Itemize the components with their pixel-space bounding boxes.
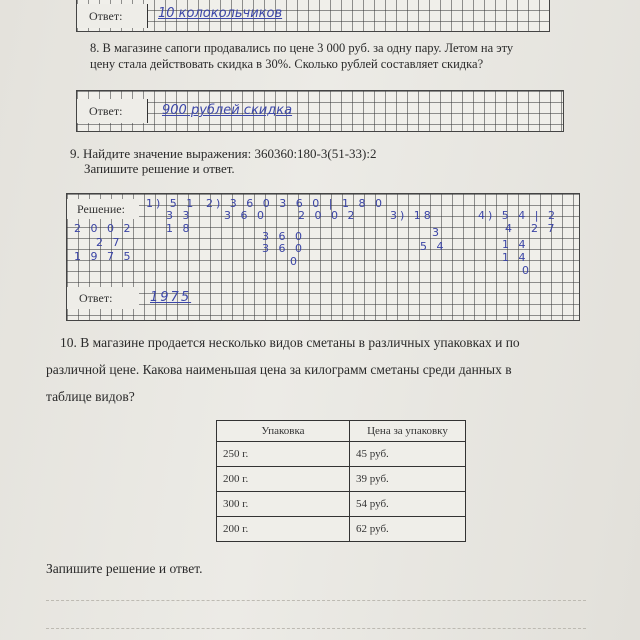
work-step1-sub: 3 3: [166, 209, 193, 222]
top-answer-label-box: [77, 4, 147, 28]
task10-text-line3: таблице видов?: [46, 389, 135, 404]
task8-answer-grid: [76, 90, 564, 132]
table-row: [217, 467, 466, 492]
cell-price: 45 руб.: [350, 442, 466, 467]
header-price: Цена за упаковку: [350, 421, 466, 442]
work-step4-top: 4) 5 4 | 2: [478, 209, 558, 222]
work-step2-sub2: 3 6 0: [262, 230, 305, 243]
work-step2-sub3: 3 6 0: [262, 242, 305, 255]
work-step4-sub1: 4: [505, 222, 515, 235]
table-row: [217, 492, 466, 517]
top-answer-handwritten: 10 колокольчиков: [158, 6, 283, 21]
work-step4-sub3: 1 4: [502, 251, 529, 264]
task9-solution-label: Решение:: [77, 201, 125, 216]
header-packaging: Упаковка: [217, 421, 350, 442]
table-row: [217, 517, 466, 542]
task10-text-line2: различной цене. Какова наименьшая цена за килограмм сметаны среди данных в: [46, 362, 512, 377]
work-step2-quot: 2 0 0 2: [298, 209, 358, 222]
cell-price: 54 руб.: [350, 492, 466, 517]
work-step2-sub1: 3 6 0: [224, 209, 267, 222]
work-step4-quot: 2 7: [531, 222, 558, 235]
top-answer-label: Ответ:: [89, 8, 123, 23]
task8-text-line1: 8. В магазине сапоги продавались по цене 3 000 руб. за одну пару. Летом на эту: [90, 41, 514, 55]
work-step2-zero: 0: [290, 255, 300, 268]
cell-price: 62 руб.: [350, 517, 466, 542]
writing-line: [46, 628, 586, 629]
cell-price: 39 руб.: [350, 467, 466, 492]
task9-answer-label-box: [67, 287, 139, 309]
price-table-header: [217, 421, 466, 442]
work-step2-top: 2) 3 6 0 3 6 0 | 1 8 0: [206, 197, 385, 210]
work-final-res: 1 9 7 5: [74, 250, 134, 263]
work-step1-res: 1 8: [166, 222, 193, 235]
work-step3-mul: 3: [432, 226, 442, 239]
task9-text-line1: 9. Найдите значение выражения: 360360:180-3(51-33):2: [70, 146, 377, 161]
cell-packaging: 300 г.: [217, 492, 350, 517]
top-answer-divider: [147, 4, 148, 28]
work-step4-zero: 0: [522, 264, 532, 277]
price-table: [216, 420, 466, 542]
cell-packaging: 200 г.: [217, 467, 350, 492]
work-final-sub: 2 7: [96, 236, 123, 249]
task9-answer-label: Ответ:: [79, 290, 113, 305]
task8-answer-label: Ответ:: [89, 103, 123, 118]
task9-text-line2: Запишите решение и ответ.: [84, 161, 235, 176]
task8-answer-label-box: [77, 99, 147, 123]
work-step3-top: 3) 18: [390, 209, 434, 222]
table-row: [217, 442, 466, 467]
task10-text-line1: 10. В магазине продается несколько видов сметаны в различных упаковках и по: [60, 335, 520, 350]
cell-packaging: 250 г.: [217, 442, 350, 467]
writing-line: [46, 600, 586, 601]
work-step4-sub2: 1 4: [502, 238, 529, 251]
cell-packaging: 200 г.: [217, 517, 350, 542]
task8-answer-divider: [147, 99, 148, 123]
task8-text-line2: цену стала действовать скидка в 30%. Сколько рублей составляет скидка?: [90, 57, 484, 71]
task9-answer-handwritten: 1975: [150, 290, 192, 305]
work-final-top: 2 0 0 2: [74, 222, 134, 235]
task9-solution-label-box: [67, 199, 139, 219]
work-step3-res: 5 4: [420, 240, 447, 253]
task10-footer: Запишите решение и ответ.: [46, 561, 203, 576]
work-step1-top: 1) 5 1: [146, 197, 197, 210]
task8-answer-handwritten: 900 рублей скидка: [162, 103, 293, 118]
